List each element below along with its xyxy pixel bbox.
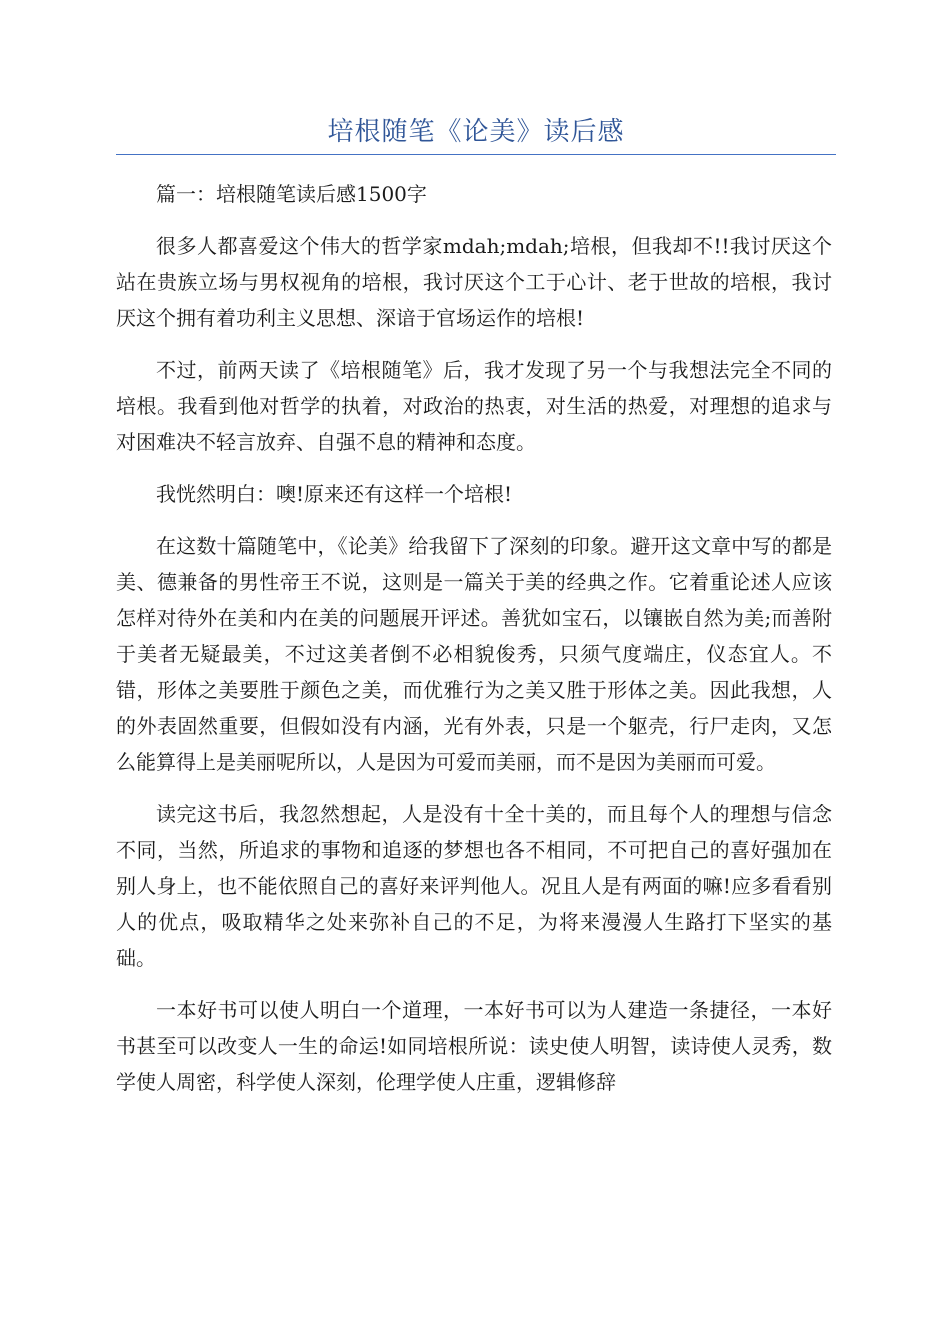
paragraph: 在这数十篇随笔中，《论美》给我留下了深刻的印象。避开这文章中写的都是美、德兼备的男性帝王不说，这则是一篇关于美的经典之作。它着重论述人应该怎样对待外在美和内在美的问题展开评述。善犹如宝石，以镶嵌自然为美;而善附于美者无疑最美，不过这美者倒不必相貌俊秀，只须气度端庄，仪态宜人。不错，形体之美要胜于颜色之美，而优雅行为之美又胜于形体之美。因此我想，人的外表固然重要，但假如没有内涵，光有外表，只是一个躯壳，行尸走肉，又怎么能算得上是美丽呢所以，人是因为可爱而美丽，而不是因为美丽而可爱。 <box>116 534 832 774</box>
paragraph: 一本好书可以使人明白一个道理，一本好书可以为人建造一条捷径，一本好书甚至可以改变人一生的命运!如同培根所说：读史使人明智，读诗使人灵秀，数学使人周密，科学使人深刻，伦理学使人庄重，逻辑修辞 <box>116 998 832 1094</box>
document-body <box>116 176 832 1116</box>
paragraph: 我恍然明白：噢!原来还有这样一个培根! <box>156 482 513 506</box>
paragraph: 不过，前两天读了《培根随笔》后，我才发现了另一个与我想法完全不同的培根。我看到他对哲学的执着，对政治的热衷，对生活的热爱，对理想的追求与对困难决不轻言放弃、自强不息的精神和态度。 <box>116 358 832 454</box>
document-title: 培根随笔《论美》读后感 <box>327 117 625 147</box>
paragraph: 很多人都喜爱这个伟大的哲学家mdah;mdah;培根，但我却不!!我讨厌这个站在贵族立场与男权视角的培根，我讨厌这个工于心计、老于世故的培根，我讨厌这个拥有着功利主义思想、深谙于官场运作的培根! <box>116 234 832 330</box>
paragraph: 读完这书后，我忽然想起，人是没有十全十美的，而且每个人的理想与信念不同，当然，所追求的事物和追逐的梦想也各不相同，不可把自己的喜好强加在别人身上，也不能依照自己的喜好来评判他人。况且人是有两面的嘛!应多看看别人的优点，吸取精华之处来弥补自己的不足，为将来漫漫人生路打下坚实的基础。 <box>116 802 832 970</box>
paragraph-section-heading: 篇一：培根随笔读后感1500字 <box>156 182 427 206</box>
title-underline <box>116 154 836 155</box>
title-block <box>116 112 836 155</box>
